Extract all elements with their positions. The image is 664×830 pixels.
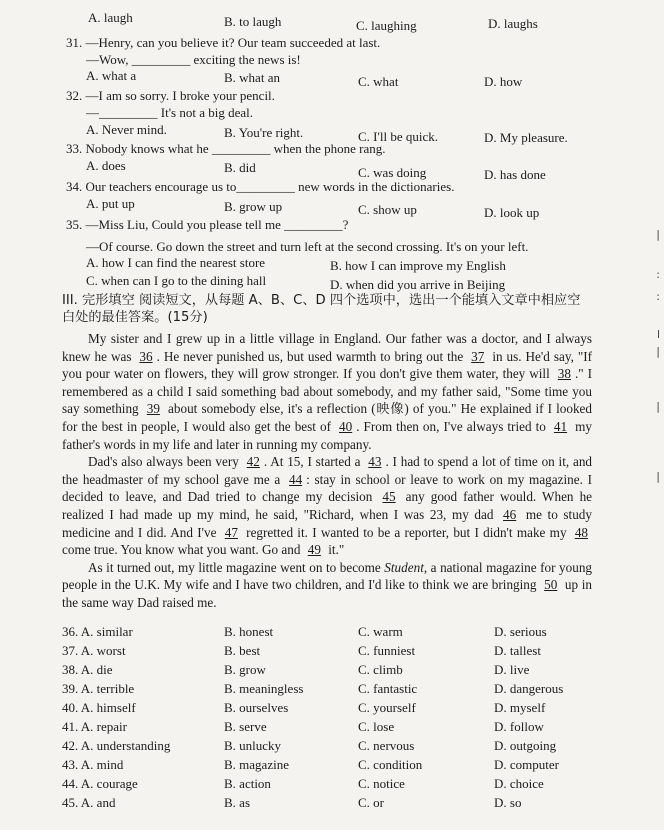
answer-q42-option-a: 42. A. understanding [62, 738, 171, 753]
edge-mark: | [656, 470, 660, 483]
q33-option-d: D. has done [484, 167, 546, 182]
edge-mark: | [656, 400, 660, 413]
answer-q42-option-c: C. nervous [358, 738, 415, 753]
q31-stem-2: —Wow, _________ exciting the news is! [86, 52, 301, 67]
answer-q45-option-d: D. so [494, 795, 522, 810]
q31-option-a: A. what a [86, 68, 137, 83]
q31-option-b: B. what an [224, 70, 280, 85]
edge-mark: : [656, 268, 660, 281]
answer-q41-option-c: C. lose [358, 719, 395, 734]
edge-mark: l [656, 328, 660, 341]
answer-q37-option-d: D. tallest [494, 643, 541, 658]
q31-option-d: D. how [484, 74, 523, 89]
q34-option-d: D. look up [484, 205, 540, 220]
cloze-passage [62, 330, 592, 612]
passage-paragraph-1: My sister and I grew up in a little village in England. Our father was a doctor, and I always knew he was 36 . He never punished us, but used warmth to bring out the 37 in us. He'd say, "If you pour water on flowers, they will grow stronger. If you don't give them water, they will 38 ." I remembered as a child I said something bad about somebody, and my father said, "Some time you say something 39 about somebody else, it's a reflection (映像) of you." He explained if I looked for the best in people, I would also get the best of 40 . From then on, I've always tried to 41 my father's words in my life and later in running my company. [62, 331, 592, 452]
q35-option-b: B. how I can improve my English [330, 258, 506, 273]
answer-q39-option-c: C. fantastic [358, 681, 418, 696]
q31-option-c: C. what [358, 74, 399, 89]
answer-q41-option-b: B. serve [224, 719, 267, 734]
answer-q38-option-c: C. climb [358, 662, 403, 677]
answer-q43-option-a: 43. A. mind [62, 757, 124, 772]
answer-q37-option-c: C. funniest [358, 643, 416, 658]
answer-q43-option-b: B. magazine [224, 757, 289, 772]
q35-option-c: C. when can I go to the dining hall [86, 273, 267, 288]
q34-option-c: C. show up [358, 202, 417, 217]
q32-stem-2: —_________ It's not a big deal. [86, 105, 253, 120]
q32-option-c: C. I'll be quick. [358, 129, 438, 144]
answer-q41-option-a: 41. A. repair [62, 719, 127, 734]
q31-stem: 31. —Henry, can you believe it? Our team succeeded at last. [66, 35, 381, 50]
q33-option-c: C. was doing [358, 165, 427, 180]
answer-q43-option-c: C. condition [358, 757, 423, 772]
section-title: III. 完形填空 阅读短文，从每题 A、B、C、D 四个选项中，选出一个能填入文章中相应空白处的最佳答案。(15分) [62, 293, 581, 325]
answer-q41-option-d: D. follow [494, 719, 544, 734]
q33-stem: 33. Nobody knows what he _________ when the phone rang. [66, 141, 386, 156]
answer-q36-option-a: 36. A. similar [62, 624, 133, 639]
q35-stem: 35. —Miss Liu, Could you please tell me _________? [66, 217, 349, 232]
answer-q38-option-a: 38. A. die [62, 662, 113, 677]
edge-mark: | [656, 228, 660, 241]
answer-q45-option-c: C. or [358, 795, 384, 810]
edge-mark: : [656, 290, 660, 303]
edge-mark: | [656, 345, 660, 358]
answer-q36-option-b: B. honest [224, 624, 274, 639]
answer-q40-option-c: C. yourself [358, 700, 416, 715]
q32-option-a: A. Never mind. [86, 122, 167, 137]
q35-option-d: D. when did you arrive in Beijing [330, 277, 506, 292]
q33-option-b: B. did [224, 160, 256, 175]
passage-paragraph-3: As it turned out, my little magazine went on to become Student, a national magazine for young people in the U.K. My wife and I have two children, and I'd like to think we are bringing 50 up in the same way Dad raised me. [62, 559, 593, 610]
answer-q40-option-b: B. ourselves [224, 700, 289, 715]
answer-q39-option-a: 39. A. terrible [62, 681, 135, 696]
answer-q43-option-d: D. computer [494, 757, 559, 772]
q30-option-b: B. to laugh [224, 14, 282, 29]
q32-option-d: D. My pleasure. [484, 130, 568, 145]
q32-stem: 32. —I am so sorry. I broke your pencil. [66, 88, 275, 103]
answer-q45-option-a: 45. A. and [62, 795, 116, 810]
q33-option-a: A. does [86, 158, 126, 173]
passage-paragraph-2: Dad's also always been very 42 . At 15, I started a 43 . I had to spend a lot of time on it, and the headmaster of my school gave me a 44 : stay in school or leave to work on my magazine. I decided to leave, and Dad tried to change my decision 45 any good father would. When he realized I had made up my mind, he said, "Richard, when I was 23, my dad 46 me to study medicine and I did. And I've 47 regretted it. I wanted to be a reporter, but I didn't make my 48 come true. You know what you want. Go and 49 it." [62, 454, 593, 558]
answer-q36-option-d: D. serious [494, 624, 547, 639]
answer-q38-option-b: B. grow [224, 662, 266, 677]
q34-stem: 34. Our teachers encourage us to_________ new words in the dictionaries. [66, 179, 455, 194]
answer-q44-option-b: B. action [224, 776, 271, 791]
answer-q40-option-a: 40. A. himself [62, 700, 136, 715]
answer-q39-option-d: D. dangerous [494, 681, 564, 696]
q32-option-b: B. You're right. [224, 125, 304, 140]
answer-q45-option-b: B. as [224, 795, 250, 810]
answer-q42-option-b: B. unlucky [224, 738, 282, 753]
answer-q44-option-a: 44. A. courage [62, 776, 138, 791]
answer-q37-option-a: 37. A. worst [62, 643, 126, 658]
answer-q44-option-c: C. notice [358, 776, 405, 791]
q35-option-a: A. how I can find the nearest store [86, 255, 266, 270]
q35-stem-2: —Of course. Go down the street and turn left at the second crossing. It's on your left. [86, 239, 529, 254]
q30-option-c: C. laughing [356, 18, 417, 33]
q34-option-a: A. put up [86, 196, 135, 211]
answer-q37-option-b: B. best [224, 643, 261, 658]
answer-q39-option-b: B. meaningless [224, 681, 304, 696]
answer-q36-option-c: C. warm [358, 624, 403, 639]
q30-option-a: A. laugh [88, 10, 133, 25]
answer-q42-option-d: D. outgoing [494, 738, 557, 753]
q30-option-d: D. laughs [488, 16, 538, 31]
answer-q38-option-d: D. live [494, 662, 530, 677]
q34-option-b: B. grow up [224, 199, 283, 214]
answer-q44-option-d: D. choice [494, 776, 544, 791]
answer-q40-option-d: D. myself [494, 700, 546, 715]
